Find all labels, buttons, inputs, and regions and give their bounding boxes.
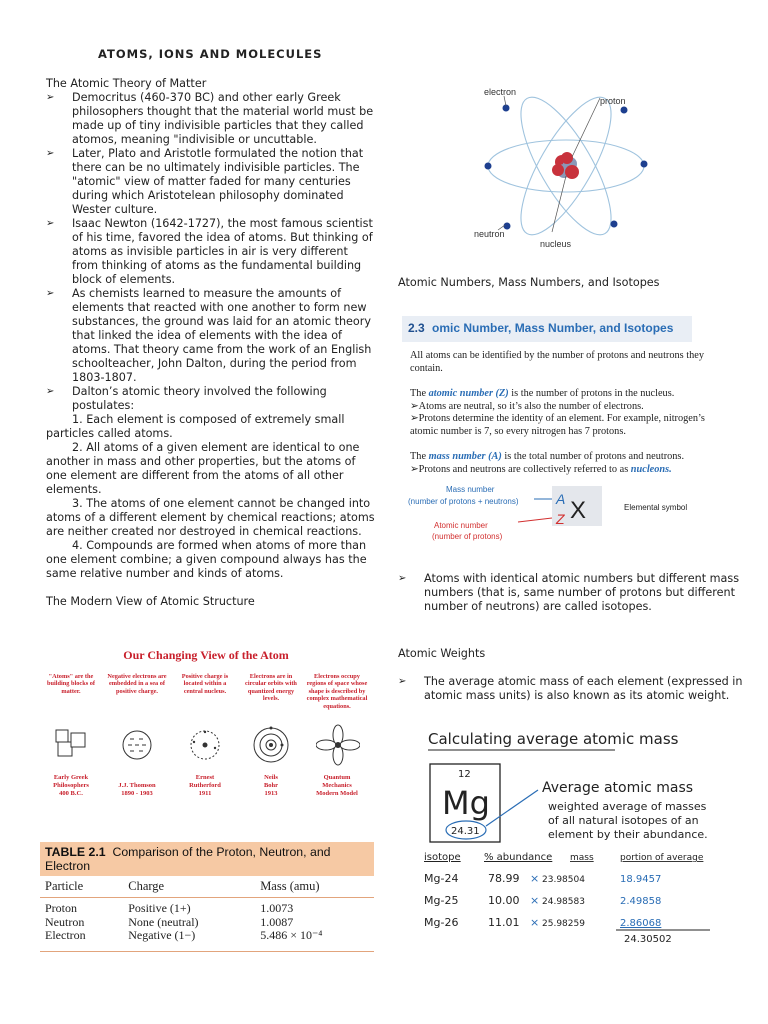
postulate-1: 1. Each element is composed of extremely small particles called atoms. [46, 413, 345, 440]
view-name-rutherford: Ernest Rutherford 1911 [189, 774, 221, 797]
atomic-number-sublabel: (number of protons) [432, 532, 503, 541]
page-title: ATOMS, IONS AND MOLECULES [98, 47, 323, 61]
table-row [40, 902, 374, 916]
bullet-arrow-icon: ➢ [46, 148, 55, 159]
calc-header: isotope [424, 852, 461, 863]
bullet-arrow-icon: ➢ [46, 92, 55, 103]
view-desc-bohr: Electrons are in circular orbits with quantized energy levels. [245, 673, 297, 703]
label-proton: proton [600, 96, 626, 106]
calc-header: mass [570, 853, 594, 863]
atomic-number-label: Atomic number [434, 521, 488, 530]
changing-view-figure [40, 648, 372, 814]
plum-pudding-icon [120, 728, 154, 762]
particle-table [40, 842, 374, 952]
label-electron: electron [484, 87, 517, 97]
svg-text:×: × [530, 872, 540, 885]
bullet-atomic-weight: ➢ The average atomic mass of each element (expressed in atomic mass units) is also known as its atomic weight. [398, 675, 743, 702]
table-cell: 1.0087 [260, 914, 294, 929]
label-nucleus: nucleus [540, 239, 572, 249]
figure-title: Our Changing View of the Atom [123, 648, 289, 662]
average-mass-calculation [420, 722, 718, 946]
box-mass-number: The mass number (A) is the total number of protons and neutrons. ➢Protons and neutrons are collectively referred to as nucleons. [410, 451, 685, 475]
table-header: Charge [123, 876, 255, 898]
bullet-arrow-icon: ➢ [46, 288, 55, 299]
calc-header: portion of average [620, 853, 704, 863]
table-cell: Negative (1−) [128, 928, 196, 942]
svg-text:11.01: 11.01 [488, 916, 520, 929]
atomic-number-box [402, 316, 712, 548]
mass-number-sublabel: (number of protons + neutrons) [408, 497, 519, 506]
table-cell: 5.486 × 10⁻⁴ [260, 928, 323, 942]
mass-number-label: Mass number [446, 485, 495, 494]
bullet-dalton: ➢ Dalton’s atomic theory involved the following postulates: [46, 385, 327, 412]
bullet-newton: ➢ Isaac Newton (1642-1727), the most famous scientist of his time, favored the idea of atoms. But thinking of atoms as invisible particles in air is very different from thinking of atoms as the fundamental building block of elements. [46, 217, 373, 286]
box-title: omic Number, Mass Number, and Isotopes [432, 321, 674, 335]
cubes-icon [54, 728, 90, 762]
definition-line: element by their abundance. [548, 828, 708, 841]
box-number: 2.3 [408, 321, 425, 335]
symbol-X: X [570, 497, 587, 524]
table-header-row [40, 876, 374, 898]
bullet-chemists: ➢ As chemists learned to measure the amounts of elements that reacted with one another to form new substances, the ground was laid for an atomic theory that linked the idea of elements with the idea of atoms. That theory came from the work of an English schoolteacher, John Dalton, during the period from 1803-1807. [46, 287, 372, 384]
view-desc-thomson: Negative electrons are embedded in a sea of positive charge. [107, 673, 167, 695]
bullet-arrow-icon: ➢ [398, 676, 407, 687]
bohr-atom-icon [252, 726, 290, 764]
bullet-democritus: ➢ Democritus (460-370 BC) and other early Greek philosophers thought that the material world must be made up of tiny indivisible particles that they called atomos, meaning "indivisible or uncuttable. [46, 91, 374, 146]
calc-row [424, 916, 661, 929]
orbital-cloud-icon [316, 724, 360, 766]
bullet-arrow-icon: ➢ [46, 218, 55, 229]
view-desc-quantum: Electrons occupy regions of space whose shape is described by complex mathematical equations. [306, 673, 368, 710]
view-name-greek: Early Greek Philosophers 400 B.C. [53, 774, 89, 797]
notation-diagram [402, 482, 712, 548]
table-cell: Proton [45, 901, 78, 915]
nucleus-icon [552, 152, 579, 179]
svg-text:2.86068: 2.86068 [620, 918, 662, 929]
view-desc-greek: "Atoms" are the building blocks of matter. [47, 673, 95, 695]
atom-diagram [474, 84, 650, 254]
view-name-quantum: Quantum Mechanics Modern Model [316, 774, 358, 797]
svg-text:78.99: 78.99 [488, 872, 520, 885]
calc-total: 24.30502 [624, 934, 672, 945]
symbol-Z: Z [556, 511, 565, 527]
view-name-bohr: Neils Bohr 1913 [263, 774, 279, 797]
svg-text:10.00: 10.00 [488, 894, 520, 907]
table-cell: None (neutral) [128, 914, 199, 929]
svg-text:24.98583: 24.98583 [542, 897, 585, 907]
svg-text:Mg-24: Mg-24 [424, 872, 459, 885]
bullet-plato: ➢ Later, Plato and Aristotle formulated the notion that there can be no ultimately indivisible particles. The "atomic" view of matter faded for many centuries during which Aristotelean philosophy dominated Wester culture. [46, 147, 364, 216]
average-atomic-mass-label: Average atomic mass [542, 780, 694, 796]
postulate-4: 4. Compounds are formed when atoms of more than one element combine; a given compound always has the same relative number and kinds of atoms. [46, 539, 367, 580]
definition-line: weighted average of masses [548, 800, 707, 813]
svg-text:Mg-25: Mg-25 [424, 894, 459, 907]
section-heading-atomic-numbers: Atomic Numbers, Mass Numbers, and Isotopes [398, 276, 660, 289]
definition-line: of all natural isotopes of an [548, 814, 699, 827]
svg-text:×: × [530, 916, 540, 929]
section-heading-atomic-weights: Atomic Weights [398, 647, 486, 660]
svg-text:×: × [530, 894, 540, 907]
svg-text:2.49858: 2.49858 [620, 896, 662, 907]
table-cell: Neutron [45, 914, 85, 929]
table-cell: 1.0073 [260, 901, 294, 915]
table-header: Particle [40, 876, 123, 898]
mg-symbol: Mg [442, 784, 490, 822]
mg-atomic-number: 12 [458, 769, 471, 780]
table-caption: TABLE 2.1 Comparison of the Proton, Neutron, and Electron [40, 842, 374, 876]
section-heading-atomic-theory: The Atomic Theory of Matter [46, 77, 207, 90]
calc-title: Calculating average atomic mass [428, 730, 679, 748]
table-row [40, 916, 374, 930]
calc-row [424, 872, 661, 885]
view-desc-rutherford: Positive charge is located within a central nucleus. [181, 673, 229, 695]
label-neutron: neutron [474, 229, 505, 239]
table-cell: Positive (1+) [128, 901, 191, 915]
postulate-3: 3. The atoms of one element cannot be changed into atoms of a different element by chemical reactions; atoms are neither created nor destroyed in chemical reactions. [46, 497, 375, 538]
calc-header: % abundance [484, 852, 553, 863]
svg-text:23.98504: 23.98504 [542, 875, 585, 885]
calc-row [424, 894, 661, 907]
table-header: Mass (amu) [255, 876, 374, 898]
svg-text:18.9457: 18.9457 [620, 874, 662, 885]
rutherford-atom-icon [188, 728, 222, 762]
box-intro: All atoms can be identified by the number of protons and neutrons they contain. [410, 350, 704, 374]
view-name-thomson: J.J. Thomson 1890 - 1903 [118, 782, 156, 797]
section-heading-modern-view: The Modern View of Atomic Structure [46, 595, 255, 608]
box-atomic-number: The atomic number (Z) is the number of protons in the nucleus. ➢Atoms are neutral, so it’s also the number of electrons. ➢Protons determine the identity of an element. For example, nitrogen’s atomic number is 7, so every nitrogen has 7 protons. [410, 388, 705, 437]
bullet-arrow-icon: ➢ [46, 386, 55, 397]
table-row [40, 929, 374, 943]
left-column [46, 77, 376, 609]
svg-text:25.98259: 25.98259 [542, 919, 585, 929]
postulate-2: 2. All atoms of a given element are identical to one another in mass and other properties, but the atoms of one element are different from the atoms of all other elements. [46, 441, 360, 496]
bullet-isotopes: ➢ Atoms with identical atomic numbers but different mass numbers (that is, same number of protons but different number of neutrons) are called isotopes. [398, 572, 740, 613]
svg-text:Mg-26: Mg-26 [424, 916, 459, 929]
bullet-arrow-icon: ➢ [398, 573, 407, 584]
symbol-A: A [556, 491, 566, 507]
mg-atomic-mass: 24.31 [451, 826, 480, 837]
elemental-symbol-label: Elemental symbol [624, 503, 688, 512]
table-cell: Electron [45, 928, 86, 942]
